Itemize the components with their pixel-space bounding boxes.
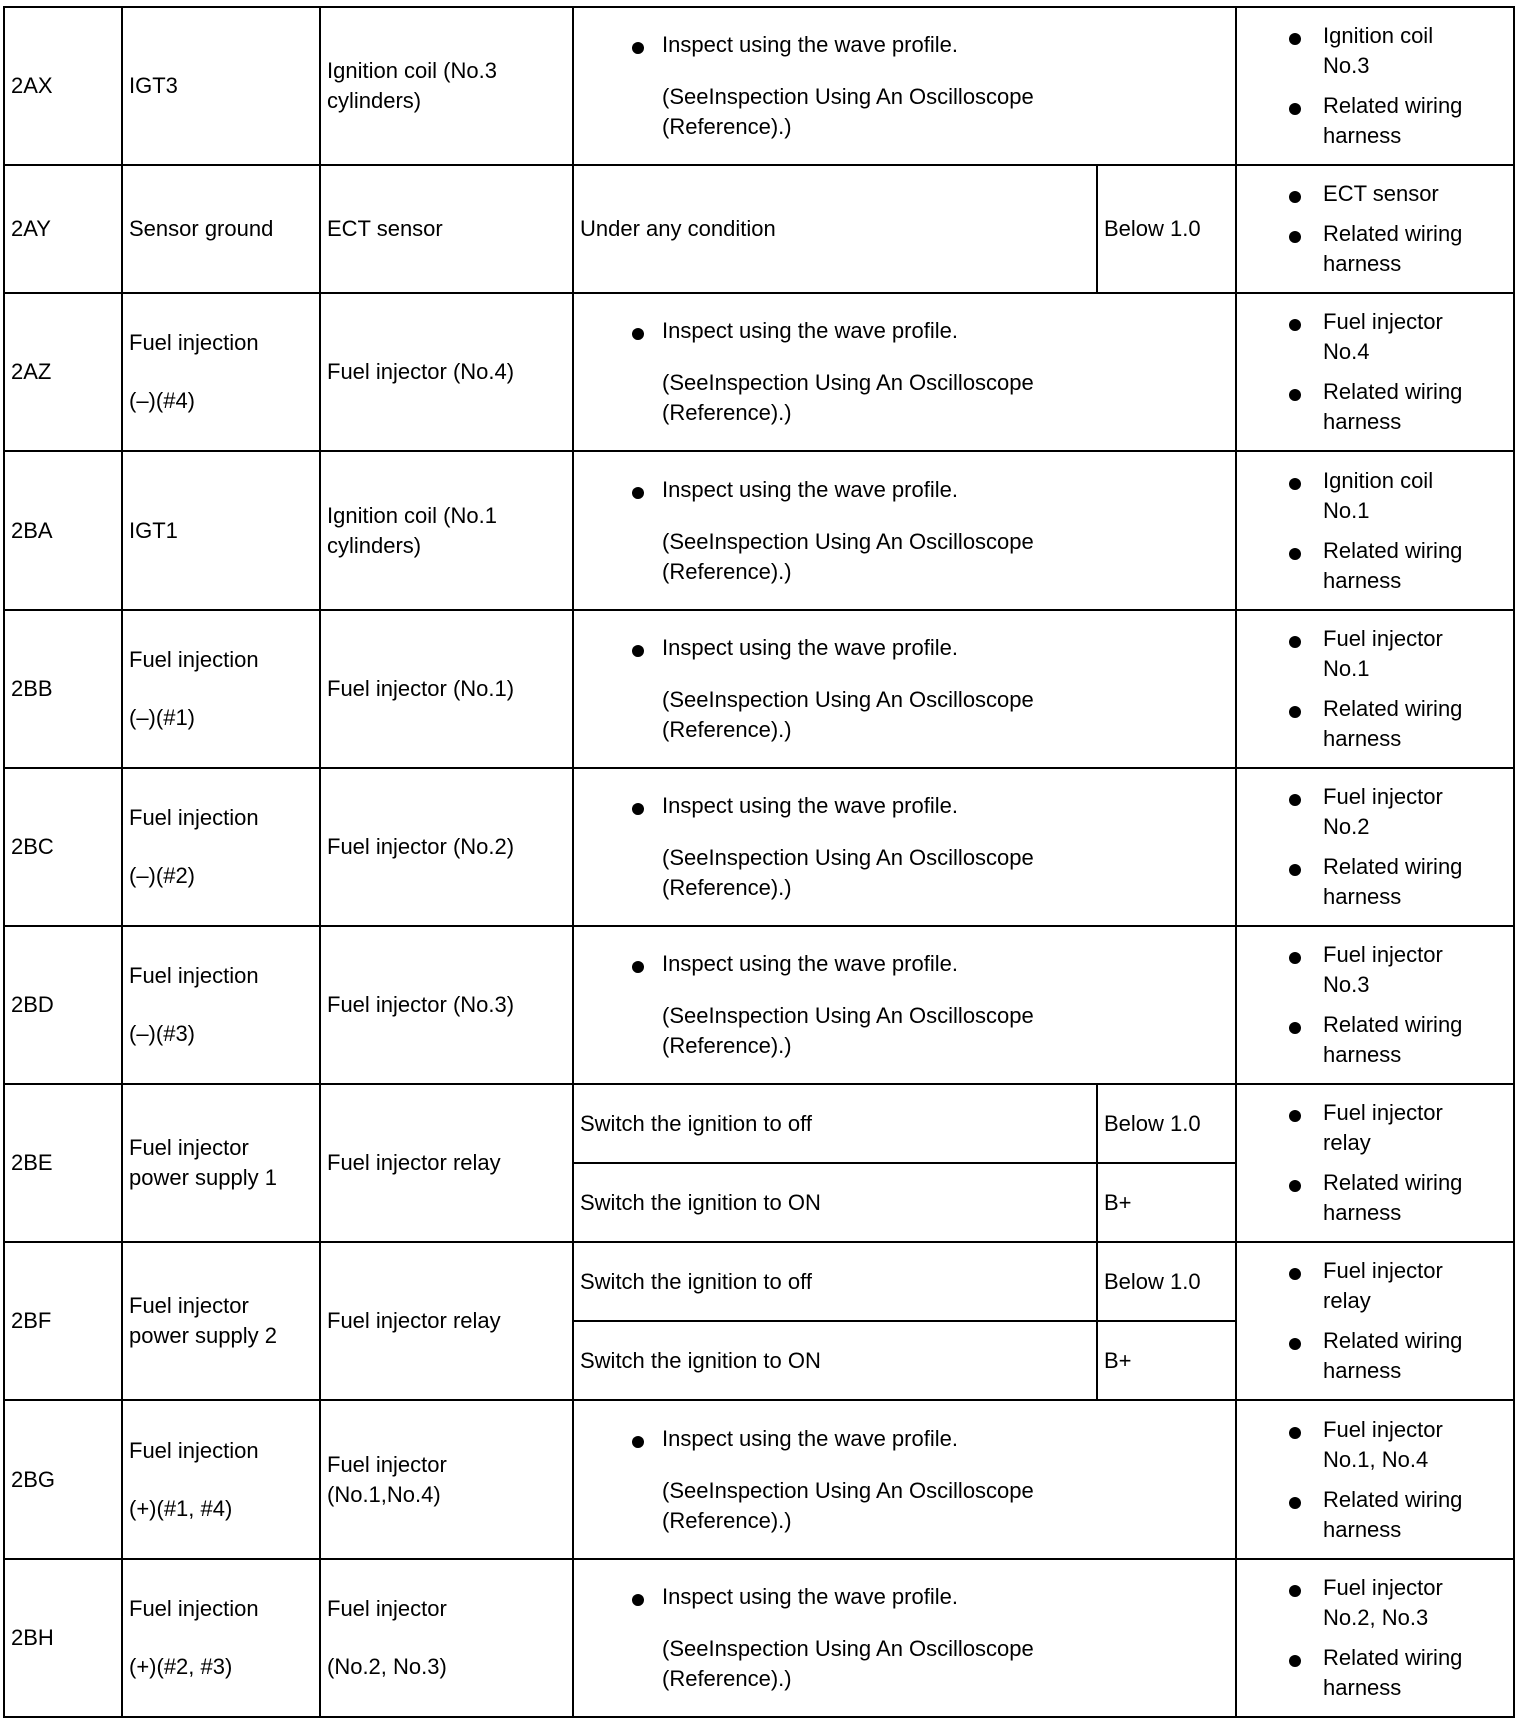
harness-cell xyxy=(1236,1084,1514,1242)
bullet-icon xyxy=(632,645,644,657)
harness-line: No.1 xyxy=(1323,497,1370,523)
inspection-item xyxy=(580,316,1229,346)
harness-line: Ignition coil xyxy=(1323,467,1434,493)
harness-line: ECT sensor xyxy=(1323,181,1439,207)
reference-line: (Reference).) xyxy=(662,874,792,900)
harness-line: Fuel injector xyxy=(1323,1258,1443,1284)
table-row xyxy=(4,1400,1514,1558)
terminal-cell: 2BA xyxy=(4,451,122,609)
harness-item xyxy=(1243,940,1507,1000)
wiring-color-cell: Sensor ground xyxy=(122,165,320,293)
inspection-item xyxy=(580,949,1229,979)
harness-line: Related wiring xyxy=(1323,1486,1463,1512)
harness-line: Related wiring xyxy=(1323,1644,1463,1670)
bullet-icon xyxy=(1289,33,1301,45)
harness-item xyxy=(1243,1415,1507,1475)
value-cell: Below 1.0 xyxy=(1097,1084,1236,1163)
inspection-cell xyxy=(573,7,1236,165)
harness-line: No.1, No.4 xyxy=(1323,1446,1429,1472)
harness-line: harness xyxy=(1323,567,1402,593)
harness-line: Fuel injector xyxy=(1323,1416,1443,1442)
wiring-line: Fuel injection xyxy=(129,963,259,989)
harness-item xyxy=(1243,624,1507,684)
reference-line: (Reference).) xyxy=(662,1665,792,1691)
harness-line: Related wiring xyxy=(1323,379,1463,405)
harness-line: Ignition coil xyxy=(1323,23,1434,49)
connection-line: (No.2, No.3) xyxy=(327,1653,447,1679)
connection-cell: ECT sensor xyxy=(320,165,573,293)
inspection-text: Inspect using the wave profile. xyxy=(662,476,958,502)
reference-line: (SeeInspection Using An Oscilloscope xyxy=(662,1635,1034,1661)
wiring-color-cell xyxy=(122,1400,320,1558)
connection-cell xyxy=(320,451,573,609)
terminal-cell: 2BB xyxy=(4,610,122,768)
terminal-cell: 2BG xyxy=(4,1400,122,1558)
bullet-icon xyxy=(1289,478,1301,490)
wiring-line: Fuel injection xyxy=(129,1595,259,1621)
inspection-item xyxy=(580,475,1229,505)
wiring-line: power supply 2 xyxy=(129,1323,277,1349)
terminal-cell: 2BF xyxy=(4,1242,122,1400)
table-row xyxy=(4,7,1514,165)
wiring-line: (–)(#1) xyxy=(129,704,196,730)
reference-line: (SeeInspection Using An Oscilloscope xyxy=(662,686,1034,712)
table-row xyxy=(4,926,1514,1084)
harness-line: relay xyxy=(1323,1130,1371,1156)
wiring-color-cell xyxy=(122,1084,320,1242)
table-row xyxy=(4,768,1514,926)
harness-item xyxy=(1243,91,1507,151)
harness-cell xyxy=(1236,926,1514,1084)
connection-cell xyxy=(320,1400,573,1558)
bullet-icon xyxy=(1289,636,1301,648)
harness-cell xyxy=(1236,293,1514,451)
inspection-item xyxy=(580,633,1229,663)
reference-line: (Reference).) xyxy=(662,114,792,140)
harness-item xyxy=(1243,1010,1507,1070)
table-row xyxy=(4,610,1514,768)
connection-line: cylinders) xyxy=(327,532,422,558)
connection-cell: Fuel injector (No.3) xyxy=(320,926,573,1084)
reference-line: (SeeInspection Using An Oscilloscope xyxy=(662,84,1034,110)
bullet-icon xyxy=(1289,103,1301,115)
bullet-icon xyxy=(632,42,644,54)
inspection-item xyxy=(580,1582,1229,1612)
wiring-line: power supply 1 xyxy=(129,1165,277,1191)
terminal-cell: 2AX xyxy=(4,7,122,165)
inspection-reference xyxy=(580,527,1229,587)
harness-line: No.2 xyxy=(1323,813,1370,839)
bullet-icon xyxy=(1289,231,1301,243)
harness-line: Fuel injector xyxy=(1323,783,1443,809)
inspection-reference xyxy=(580,685,1229,745)
inspection-cell xyxy=(573,1400,1236,1558)
connection-cell xyxy=(320,1559,573,1717)
harness-item xyxy=(1243,377,1507,437)
inspection-reference xyxy=(580,843,1229,903)
wiring-color-cell: IGT3 xyxy=(122,7,320,165)
terminal-table xyxy=(3,6,1515,1718)
bullet-icon xyxy=(1289,706,1301,718)
bullet-icon xyxy=(1289,389,1301,401)
bullet-icon xyxy=(1289,1180,1301,1192)
wiring-color-cell xyxy=(122,293,320,451)
bullet-icon xyxy=(632,328,644,340)
table-row xyxy=(4,1559,1514,1717)
inspection-reference xyxy=(580,82,1229,142)
wiring-line: Fuel injector xyxy=(129,1293,249,1319)
terminal-cell: 2BC xyxy=(4,768,122,926)
harness-item xyxy=(1243,307,1507,367)
connection-line: (No.1,No.4) xyxy=(327,1481,441,1507)
reference-line: (Reference).) xyxy=(662,400,792,426)
harness-line: harness xyxy=(1323,409,1402,435)
inspection-reference xyxy=(580,1476,1229,1536)
harness-line: Related wiring xyxy=(1323,695,1463,721)
connection-cell: Fuel injector relay xyxy=(320,1242,573,1400)
bullet-icon xyxy=(1289,1022,1301,1034)
reference-line: (SeeInspection Using An Oscilloscope xyxy=(662,370,1034,396)
harness-line: No.3 xyxy=(1323,972,1370,998)
harness-line: Related wiring xyxy=(1323,221,1463,247)
bullet-icon xyxy=(1289,1655,1301,1667)
terminal-cell: 2BD xyxy=(4,926,122,1084)
harness-cell xyxy=(1236,1400,1514,1558)
harness-line: harness xyxy=(1323,251,1402,277)
harness-cell xyxy=(1236,610,1514,768)
harness-item xyxy=(1243,782,1507,842)
table-row xyxy=(4,451,1514,609)
terminal-cell: 2BE xyxy=(4,1084,122,1242)
inspection-cell xyxy=(573,610,1236,768)
value-cell: B+ xyxy=(1097,1163,1236,1242)
harness-line: harness xyxy=(1323,1516,1402,1542)
harness-line: relay xyxy=(1323,1288,1371,1314)
terminal-cell: 2AZ xyxy=(4,293,122,451)
harness-line: Related wiring xyxy=(1323,1012,1463,1038)
wiring-line: (–)(#3) xyxy=(129,1021,196,1047)
inspection-reference xyxy=(580,1001,1229,1061)
harness-cell xyxy=(1236,768,1514,926)
connection-cell xyxy=(320,7,573,165)
bullet-icon xyxy=(1289,1338,1301,1350)
condition-cell: Switch the ignition to off xyxy=(573,1242,1097,1321)
terminal-cell: 2AY xyxy=(4,165,122,293)
bullet-icon xyxy=(1289,1427,1301,1439)
bullet-icon xyxy=(632,487,644,499)
inspection-cell xyxy=(573,1559,1236,1717)
wiring-line: Fuel injector xyxy=(129,1135,249,1161)
harness-line: Related wiring xyxy=(1323,93,1463,119)
table-row xyxy=(4,293,1514,451)
connection-line: Fuel injector xyxy=(327,1595,447,1621)
table-row xyxy=(4,1242,1514,1321)
value-cell: B+ xyxy=(1097,1321,1236,1400)
table-row xyxy=(4,1084,1514,1163)
inspection-item xyxy=(580,1424,1229,1454)
connection-cell: Fuel injector (No.1) xyxy=(320,610,573,768)
bullet-icon xyxy=(1289,1497,1301,1509)
harness-item xyxy=(1243,21,1507,81)
harness-line: Related wiring xyxy=(1323,853,1463,879)
bullet-icon xyxy=(1289,1110,1301,1122)
connection-line: Ignition coil (No.3 xyxy=(327,58,497,84)
reference-line: (SeeInspection Using An Oscilloscope xyxy=(662,1477,1034,1503)
harness-line: harness xyxy=(1323,1200,1402,1226)
harness-line: harness xyxy=(1323,883,1402,909)
harness-item xyxy=(1243,1643,1507,1703)
value-cell: Below 1.0 xyxy=(1097,165,1236,293)
harness-item xyxy=(1243,179,1507,209)
bullet-icon xyxy=(1289,548,1301,560)
reference-line: (Reference).) xyxy=(662,1033,792,1059)
bullet-icon xyxy=(1289,1585,1301,1597)
harness-item xyxy=(1243,1485,1507,1545)
condition-cell: Switch the ignition to ON xyxy=(573,1163,1097,1242)
bullet-icon xyxy=(1289,794,1301,806)
connection-line: Fuel injector xyxy=(327,1451,447,1477)
harness-item xyxy=(1243,852,1507,912)
connection-cell: Fuel injector (No.4) xyxy=(320,293,573,451)
inspection-reference xyxy=(580,1634,1229,1694)
wiring-line: Fuel injection xyxy=(129,804,259,830)
bullet-icon xyxy=(632,1436,644,1448)
inspection-reference xyxy=(580,368,1229,428)
inspection-cell xyxy=(573,768,1236,926)
harness-line: harness xyxy=(1323,1674,1402,1700)
wiring-line: Fuel injection xyxy=(129,1437,259,1463)
wiring-line: Fuel injection xyxy=(129,646,259,672)
inspection-text: Inspect using the wave profile. xyxy=(662,951,958,977)
harness-line: Fuel injector xyxy=(1323,942,1443,968)
harness-item xyxy=(1243,536,1507,596)
wiring-color-cell xyxy=(122,1242,320,1400)
wiring-line: (+)(#1, #4) xyxy=(129,1495,233,1521)
reference-line: (Reference).) xyxy=(662,558,792,584)
bullet-icon xyxy=(1289,1268,1301,1280)
inspection-cell xyxy=(573,451,1236,609)
bullet-icon xyxy=(1289,319,1301,331)
harness-line: Related wiring xyxy=(1323,1170,1463,1196)
harness-line: Fuel injector xyxy=(1323,309,1443,335)
harness-cell xyxy=(1236,7,1514,165)
harness-line: harness xyxy=(1323,725,1402,751)
harness-cell xyxy=(1236,1559,1514,1717)
harness-line: Fuel injector xyxy=(1323,1100,1443,1126)
harness-line: harness xyxy=(1323,123,1402,149)
wiring-line: (–)(#4) xyxy=(129,388,196,414)
inspection-text: Inspect using the wave profile. xyxy=(662,318,958,344)
wiring-color-cell xyxy=(122,926,320,1084)
harness-cell xyxy=(1236,451,1514,609)
harness-item xyxy=(1243,1256,1507,1316)
wiring-color-cell xyxy=(122,1559,320,1717)
condition-cell: Switch the ignition to ON xyxy=(573,1321,1097,1400)
inspection-text: Inspect using the wave profile. xyxy=(662,1583,958,1609)
bullet-icon xyxy=(1289,191,1301,203)
wiring-color-cell: IGT1 xyxy=(122,451,320,609)
bullet-icon xyxy=(632,1594,644,1606)
wiring-line: (+)(#2, #3) xyxy=(129,1653,233,1679)
inspection-cell xyxy=(573,926,1236,1084)
harness-item xyxy=(1243,1326,1507,1386)
connection-line: cylinders) xyxy=(327,88,422,114)
harness-line: harness xyxy=(1323,1042,1402,1068)
harness-item xyxy=(1243,1573,1507,1633)
wiring-color-cell xyxy=(122,610,320,768)
table-row xyxy=(4,165,1514,293)
terminal-cell: 2BH xyxy=(4,1559,122,1717)
bullet-icon xyxy=(632,961,644,973)
wiring-line: (–)(#2) xyxy=(129,862,196,888)
connection-line: Ignition coil (No.1 xyxy=(327,502,497,528)
harness-cell xyxy=(1236,1242,1514,1400)
reference-line: (SeeInspection Using An Oscilloscope xyxy=(662,844,1034,870)
harness-item xyxy=(1243,1168,1507,1228)
inspection-item xyxy=(580,791,1229,821)
bullet-icon xyxy=(632,803,644,815)
wiring-color-cell xyxy=(122,768,320,926)
inspection-text: Inspect using the wave profile. xyxy=(662,1425,958,1451)
reference-line: (Reference).) xyxy=(662,1507,792,1533)
connection-cell: Fuel injector relay xyxy=(320,1084,573,1242)
reference-line: (Reference).) xyxy=(662,716,792,742)
connection-cell: Fuel injector (No.2) xyxy=(320,768,573,926)
inspection-text: Inspect using the wave profile. xyxy=(662,634,958,660)
inspection-text: Inspect using the wave profile. xyxy=(662,32,958,58)
harness-line: No.1 xyxy=(1323,655,1370,681)
harness-line: Related wiring xyxy=(1323,537,1463,563)
harness-line: Related wiring xyxy=(1323,1328,1463,1354)
bullet-icon xyxy=(1289,952,1301,964)
condition-cell: Under any condition xyxy=(573,165,1097,293)
reference-line: (SeeInspection Using An Oscilloscope xyxy=(662,528,1034,554)
harness-line: No.2, No.3 xyxy=(1323,1604,1429,1630)
harness-line: harness xyxy=(1323,1358,1402,1384)
reference-line: (SeeInspection Using An Oscilloscope xyxy=(662,1003,1034,1029)
harness-line: No.3 xyxy=(1323,53,1370,79)
wiring-line: Fuel injection xyxy=(129,330,259,356)
condition-cell: Switch the ignition to off xyxy=(573,1084,1097,1163)
bullet-icon xyxy=(1289,864,1301,876)
inspection-item xyxy=(580,30,1229,60)
harness-item xyxy=(1243,219,1507,279)
harness-cell xyxy=(1236,165,1514,293)
inspection-cell xyxy=(573,293,1236,451)
inspection-text: Inspect using the wave profile. xyxy=(662,792,958,818)
value-cell: Below 1.0 xyxy=(1097,1242,1236,1321)
harness-item xyxy=(1243,694,1507,754)
harness-line: Fuel injector xyxy=(1323,625,1443,651)
harness-item xyxy=(1243,1098,1507,1158)
harness-item xyxy=(1243,466,1507,526)
harness-line: Fuel injector xyxy=(1323,1574,1443,1600)
harness-line: No.4 xyxy=(1323,339,1370,365)
